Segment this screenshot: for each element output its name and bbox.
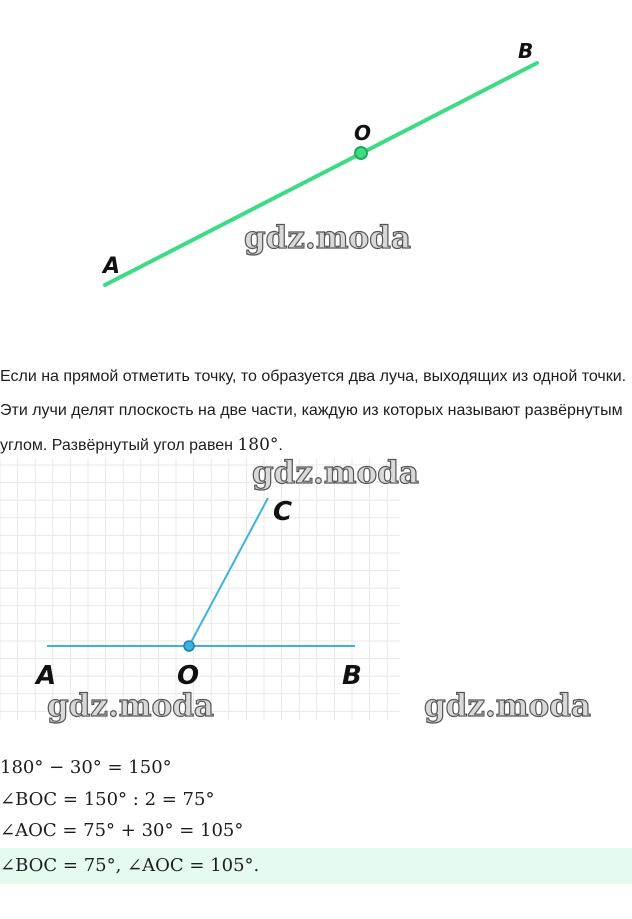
label-c: C [273, 497, 293, 527]
paragraph-text: Если на прямой отметить точку, то образуется два луча, выходящих из одной точки. Эти лучи делят плоскость на две части, каждую из которых называют развёрнутым углом. Развёрнутый угол равен [0, 368, 627, 454]
definition-paragraph [0, 360, 632, 463]
label-b: B [342, 661, 362, 691]
point-o [184, 641, 194, 651]
answer-box [0, 848, 632, 884]
label-b: B [518, 39, 534, 63]
angle-grid-figure [0, 458, 632, 724]
equation-3: ∠AOC = 75° + 30° = 105° [0, 820, 244, 841]
answer-text: ∠BOC = 75°, ∠AOC = 105°. [0, 855, 260, 876]
label-a: A [103, 254, 121, 279]
watermark: gdz.moda [244, 220, 411, 256]
watermark-bottom-right: gdz.moda [424, 688, 591, 724]
equation-1: 180° − 30° = 150° [0, 757, 172, 778]
equation-2: ∠BOC = 150° : 2 = 75° [0, 789, 215, 810]
label-o: O [354, 121, 372, 145]
label-a: A [36, 661, 57, 691]
angle-value: 180° [237, 435, 279, 455]
point-o [355, 147, 367, 159]
label-o: O [177, 661, 200, 691]
watermark-top: gdz.moda [252, 458, 419, 491]
watermark-bottom-left: gdz.moda [47, 688, 214, 724]
straight-angle-figure [0, 0, 632, 340]
paragraph-end: . [278, 437, 283, 454]
grid [0, 458, 400, 720]
